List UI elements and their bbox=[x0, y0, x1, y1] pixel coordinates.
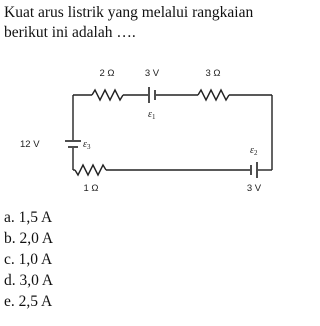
answer-options bbox=[4, 207, 53, 312]
resistor-1-ohm bbox=[75, 165, 106, 175]
label-3-volt-bottom: 3 V bbox=[246, 183, 262, 194]
label-1-ohm: 1 Ω bbox=[83, 183, 99, 194]
option-c[interactable]: c. 1,0 A bbox=[4, 251, 53, 268]
label-3-ohm: 3 Ω bbox=[205, 68, 221, 79]
label-emf-2: $\varepsilon_2$ bbox=[250, 145, 258, 157]
resistor-3-ohm bbox=[198, 90, 229, 100]
circuit-diagram bbox=[0, 55, 319, 205]
option-a[interactable]: a. 1,5 A bbox=[4, 209, 53, 226]
label-emf-1: $\varepsilon_1$ bbox=[148, 109, 156, 121]
question-text bbox=[4, 3, 318, 43]
option-d[interactable]: d. 3,0 A bbox=[4, 272, 54, 289]
label-12-volt: 12 V bbox=[20, 139, 40, 150]
question-line-2: berikut ini adalah …. bbox=[4, 24, 136, 41]
question-line-1: Kuat arus listrik yang melalui rangkaian bbox=[4, 4, 254, 21]
option-b[interactable]: b. 2,0 A bbox=[4, 230, 54, 247]
label-2-ohm: 2 Ω bbox=[99, 68, 115, 79]
label-3-volt-top: 3 V bbox=[144, 68, 160, 79]
option-e[interactable]: e. 2,5 A bbox=[4, 293, 53, 310]
label-emf-3: $\varepsilon_3$ bbox=[83, 139, 91, 151]
resistor-2-ohm bbox=[92, 90, 123, 100]
